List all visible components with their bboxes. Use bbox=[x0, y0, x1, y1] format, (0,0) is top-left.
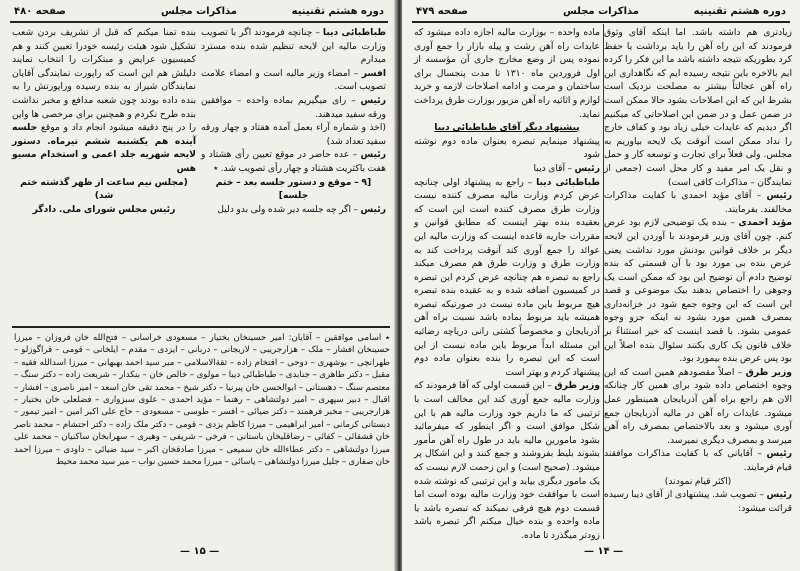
speaker-name: مؤید احمدی bbox=[738, 217, 793, 229]
page-number: صفحه ۴۸۰ bbox=[14, 6, 66, 17]
session-label: دوره هشتم تقنینیه bbox=[291, 6, 384, 17]
speaker-name: افسر bbox=[361, 67, 386, 79]
speech-text: – راجع به پیشنهاد اولی چنانچه عرض کردم وزارت مالیه مصرف کننده نیست وزارت طرق مصرف کننده است این است که بعقیده بنده بهتر اینست که مطابق قوانین و مقررات جاریه قاعده اینست که وزارت مالیه این عوائد را جمع آوری کند آنوقت پرداخت کند به وزارت طرق و وزارت طرق هم مصرف میکند راجع به تبصره هم چنانچه عرض کردم این تبصره در کمیسیون اضافه شده و به عقیده بنده تبصره هیچ مربوط باین ماده نیست در صورتیکه تبصره همیشه باید مربوط بماده باشد نسبت براه آهن آذربایجان و مخصوصاً کشتی رانی دریاچه رضائیه این مسئله ابداً مربوط باین ماده نیست از این است که این تبصره را بنده بعنوان ماده دوم پیشنهاد کردم و بهتر است bbox=[414, 176, 600, 378]
paragraph bbox=[201, 121, 386, 148]
folio: — ۱۴ — bbox=[584, 546, 624, 557]
speaker-name: رئیس bbox=[360, 94, 386, 106]
text-column-right bbox=[201, 26, 386, 216]
footnote: ٭ اسامی موافقین – آقایان: امیر حسینخان بختیار – مسعودی خراسانی – فتح‌الله خان فروزان – میرزا حسینخان افشار – ملک – هزارجریبی – لاریجانی – دربانی – ایزدی – مقدم – ایلخانی – قومی – قراگوزلو – طهرانچی – بوشهری – دوحی – افتخام زاده – ثقة‌الاسلامی – میر سید احمد بهبهانی – میرزا اسدالله فقیه – مقبل – دکتر طاهری – جنابدی – طباطبائی دیبا – مولوی – خالص خان – بنکدار – شریعت زاده – دکتر سنگ – معتصم سنگ – دهستانی – ابوالحسن خان پیرنیا – دکتر شیخ – محمد تقی خان اسعد – امیر ناصری – افشار – اقبال – دبیر سپهری – امیر دولتشاهی – رهنما – مؤید احمدی – علوی سبزواری – فضلعلی خان بختیار – هزارجریبی – مخبر فرهمند – دکتر ضیائی – افسر – طوسی – مسعودی – حاج علی اکبر امین – امیر تیمور – دبستانی کرمانی – امیر ابراهیمی – میرزا کاظم یزدی – قومی – دکتر ملک زاده – دکتر احتشام – محمد ناصر خان قشقائی – کفائی – رضاقلیخان باستانی – فرخی – شریفی – وهیری – سهرابخان ساکنیان – محمد علی میرزا دولتشاهی – دکتر عطاءالله خان سمیعی – میرزا صادقخان اکبر – سید ضیائی – داودی – میرزا احمد خان صفاری – جلیل میرزا دولتشاهی – یاسائی – میرزا محمد حسین نواب – میر سید محمد محیط bbox=[14, 333, 390, 468]
speaker-name: رئیس bbox=[360, 203, 386, 215]
paragraph-text: بنده تمنا میکنم که قبل از تشریف بردن شعب تشکیل شود هیئت رئیسه خودرا تعیین کنند و هم کمیسیون عرایض و مبتکرات را انتخاب نمایند دلیلش هم این است که راپورت نمایندگی آقایان نمایندگان شیراز به بنده رسیده وراپورتش را به بنده داده بودند چون شعبه مدافع و مخبر نداشت بنده طرح نکردم و همچنین برای مرخصی ها واین را در پنج دقیقه میشود انجام داد و موقع bbox=[12, 27, 196, 134]
speech-text: – امضاء وزیر مالیه است و امضاء علامت تصویب است. bbox=[201, 67, 386, 93]
left-page bbox=[0, 0, 398, 571]
paragraph bbox=[414, 176, 600, 380]
paragraph bbox=[604, 26, 792, 189]
paragraph bbox=[12, 26, 196, 176]
paragraph bbox=[201, 67, 386, 94]
speech-text: – آقایانی که با کفایت مذاکرات موافقند قیام فرمایند. bbox=[604, 448, 792, 473]
speaker-name: رئیس bbox=[574, 162, 600, 174]
paragraph bbox=[414, 379, 600, 542]
session-label: دوره هشتم تقنینیه bbox=[693, 6, 786, 17]
speaker-name: طباطبائی دیبا bbox=[322, 27, 386, 38]
publication-title: مذاکرات مجلس bbox=[562, 6, 639, 17]
speaker-name: [۹ – موقع و دستور جلسه بعد – ختم جلسه] bbox=[215, 176, 372, 202]
speaker-name: رئیس bbox=[766, 489, 792, 501]
paragraph bbox=[604, 216, 792, 366]
publication-title: مذاکرات مجلس bbox=[160, 6, 237, 17]
speech-text: – اگر چه جلسه دیر شده ولی بدو دلیل bbox=[217, 203, 361, 215]
page-number: صفحه ۴۷۹ bbox=[416, 6, 468, 17]
speaker-name: رئیس bbox=[360, 149, 386, 161]
speech-text: – رای میگیریم بماده واحده – موافقین ورقه سفید میدهند. bbox=[201, 94, 386, 120]
proceedings-note: (اکثر قیام نمودند) bbox=[664, 475, 732, 487]
paragraph bbox=[604, 475, 792, 489]
right-page bbox=[402, 0, 800, 571]
paragraph bbox=[414, 26, 600, 121]
speech-text: – عده حاضر در موقع تعیین رأی هشتاد و هفت باکثریت هشتاد و چهار رأی تصویب شد. ٭ bbox=[201, 149, 386, 174]
speaker-name: طباطبائی دیبا bbox=[536, 176, 600, 188]
page-header bbox=[10, 5, 388, 23]
paragraph bbox=[414, 162, 600, 176]
paragraph bbox=[201, 203, 386, 217]
speech-text: – چنانچه فرمودند اگر با تصویب وزارت مالیه این لایحه تنظیم شده بنده مسترد میدارم bbox=[201, 27, 386, 66]
text-column-left bbox=[414, 26, 600, 543]
text-column-right bbox=[604, 26, 792, 515]
speaker-name: وزیر طرق bbox=[554, 380, 600, 392]
paragraph bbox=[201, 148, 386, 175]
speech-text: ماده واحده – بوزارت مالیه اجازه داده میشود که عایدات راه آهن رشت و پیله بازار را جمع آوری نموده پس از وضع مخارج جاری آن مؤسسه از اول فروردین ماه ۱۳۱۰ تا مدت پنجسال برای ساختمان و مرمت و ادامه اصلاحات لازمه و خرید لوازم و اثاثیه راه آهن مزبور بوزارت طرق پرداخت نماید. bbox=[414, 27, 601, 120]
speaker-name: رئیس bbox=[766, 190, 792, 202]
closing-note: (مجلس نیم ساعت از ظهر گذشته ختم شد) bbox=[20, 176, 188, 202]
speech-text: – بنده یک توضیحی لازم بود عرض کنم. چون آقای وزیر فرمودند با آوردن این لایحه دیگر بر خلاف قوانین بودنش مورد نداشت یعنی عرض بنده بی مورد بود با آن قسمتی که بنده توضیح دادم آن توضیح این بود که ممکن است یک وجوهی را اختصاص بدهند بیک موضوعی و قصد این است که این وجوه جمع شود در خزانه‌داری بمصرف همین مورد بشود نه اینکه جزو وجوه عمومی بشود. با قصد اینست که خیر استثناءً بر خلاف قانون یک کاری بکنند سئوال بنده اصلاً این بود پس عرض بنده بیمورد بود. bbox=[604, 217, 792, 365]
text-column-left bbox=[12, 26, 196, 216]
speech-text: – تصویب شد. پیشنهادی از آقای دیبا رسیده قرائت میشود: bbox=[604, 489, 792, 514]
paragraph bbox=[201, 26, 386, 67]
paragraph bbox=[604, 366, 792, 448]
speaker-name: وزیر طرق bbox=[745, 366, 792, 378]
folio: — ۱۵ — bbox=[180, 546, 220, 557]
speaker-name: رئیس bbox=[766, 448, 792, 460]
paragraph bbox=[414, 135, 600, 162]
paragraph bbox=[604, 447, 792, 474]
speech-text: – اصلاً مقصودهم همین است که این وجوه اختصاص داده شود برای همین کار چنانکه الان هم راجع براه آهن آذربایجان همینطور عمل میشود. عایدات راه آهن در مالیه آذربایجان جمع آوری میشود و بعد بالاختصاص بمصرف راه آهن میرسد و بمصرف دیگری نمیرسد. bbox=[604, 366, 792, 446]
section-heading: پیشنهاد دیگر آقای طباطبائی دیبا bbox=[434, 122, 580, 134]
paragraph bbox=[201, 176, 386, 203]
paragraph bbox=[201, 94, 386, 121]
paragraph bbox=[604, 189, 792, 216]
footnote-divider bbox=[12, 326, 390, 328]
speech-text: (اخذ و شماره آراء بعمل آمده هفتاد و چهار ورقه سفید تعداد شد) bbox=[201, 122, 386, 147]
speech-text: – آقای دیبا bbox=[533, 162, 575, 174]
signature: رئیس مجلس شورای ملی. دادگر bbox=[32, 203, 176, 215]
speech-text: زیادتری هم داشته باشد. اما اینکه آقای وثوق فرمودند که این راه آهن را باید برداشت یا حفظ کرد بطوریکه نتیجه داشته باشد ما این فکر را کرده ایم بالاخره باین نتیجه رسیده ایم که نگاهداری این راه آهن عجالتاً بیشتر به مصلحت نزدیک است بشرط این که این اصلاحات بشود حالا ممکن است در ضمن عمل و در ضمن این اصلاحاتی که میکنیم اگر دیدیم که عایدات خیلی زیاد بود و کفاف خارج را نداد ممکن است آنوقت یک لایحه بیاوریم به مجلس. ولی فعلاً برای تجارت و توسعه کار و حمل و نقل یک امر مفید و کار محل است (جمعی از نمایندگان – مذاکرات کافی است) bbox=[604, 27, 792, 188]
speech-text: – آقای مؤید احمدی با کفایت مذاکرات مخالفند. بفرمایند. bbox=[604, 190, 792, 215]
paragraph bbox=[414, 121, 600, 135]
paragraph bbox=[604, 488, 792, 515]
page-header bbox=[412, 5, 790, 23]
next-session-notice: جلسه آینده هم یکشنبه ششم تیرماه. دستور لایحه شهریه جلد اعمی و استخدام مسیو هس bbox=[12, 122, 196, 174]
speech-text: – این قسمت اولی که آقا فرمودند که وزارت مالیه جمع آوری کند این مخالف است با ترتیبی که ما داریم خود وزارت مالیه هم با این شکل موافق است و اگر اینطور که میفرمائید بشود مامورین مالیه باید در طول راه آهن مأمور بشوند بلیط بفروشند و جمع کنند و این اشکال پر میشود. (صحیح است) و این زحمت لازم نیست که یک مامور دیگری بیاید و این ترتیبی که نوشته شده است با موافقت خود وزارت مالیه بوده است اما قسمت دوم هیچ فرقی نمیکند که تبصره باشد یا ماده واحده و بنده خیال میکنم اگر تبصره باشد زودتر میگذرد تا ماده. bbox=[414, 380, 600, 541]
speech-text: پیشنهاد مینمایم تبصره بعنوان ماده دوم نوشته شود bbox=[414, 135, 600, 161]
